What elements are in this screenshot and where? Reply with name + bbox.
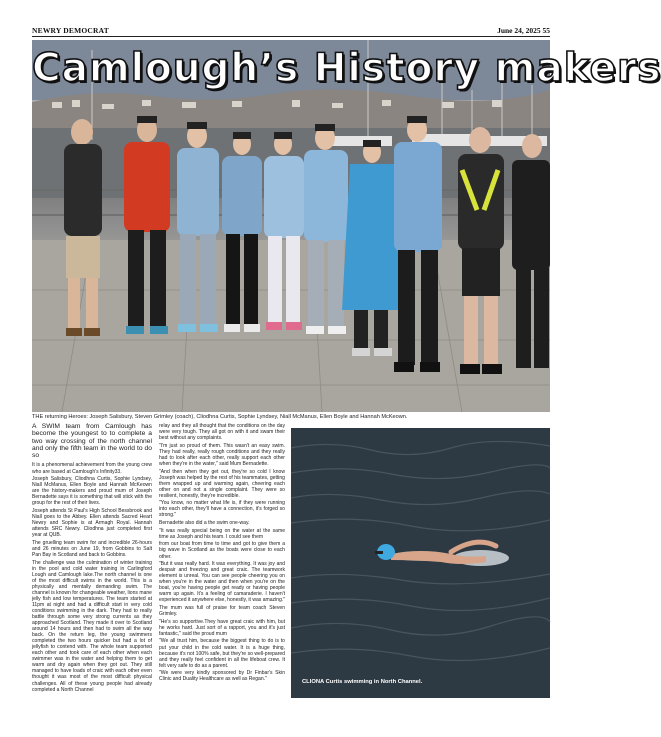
team-photo bbox=[32, 40, 661, 412]
headline: Camlough’s History makers bbox=[32, 46, 661, 91]
paragraph: Joseph Salisbury, Cliodhna Curtis, Sophie Lyndsey, Niall McManus, Ellen Boyle and Hannah McKeown are the history-makers and proud mum of Joseph Bernadette says it is something that will stick with the group for the rest of their lives. bbox=[32, 476, 152, 507]
swimmer-photo bbox=[291, 428, 550, 698]
paragraph: The mum was full of praise for team coach Steven Grimley. bbox=[159, 605, 285, 618]
paragraph: "He's so supportive.They have great craic with him, but he works hard. Just sort of a rapport, you and it's just fantastic," said the proud mum bbox=[159, 618, 285, 637]
paragraph: "It was really special being on the water at the same time as Joseph and his team. I could see them bbox=[159, 527, 285, 540]
inset-caption: CLIONA Curtis swimming in North Channel. bbox=[302, 679, 423, 685]
swimmer-illustration bbox=[291, 428, 550, 698]
date-page-number: June 24, 2025 55 bbox=[497, 26, 550, 35]
photo-caption: THE returning Heroes: Joseph Salisbury, Steven Grimley (coach), Cliodhna Curtis, Sophie Lyndsey, Niall McManus, Ellen Boyle and Hannah McKeown. bbox=[32, 414, 408, 420]
team-photo-illustration bbox=[32, 40, 661, 412]
paragraph: It is a phenomenal achievement from the young crew who are based at Camlough's Infinity33. bbox=[32, 462, 152, 475]
paragraph: The gruelling team swim for and incredible 26-hours and 26 minutes on June 19, from Gobbins to Salt Pan Bay in Scotland and back to Gobbins. bbox=[32, 539, 152, 558]
paragraph: "I'm just so proud of them. This wasn't an easy swim. They had really, really rough conditions and they really had to look after each other, really support each other when they're in the water," said Mum Bernadette. bbox=[159, 442, 285, 467]
paragraph: "But it was really hard. It was everything. It was joy and despair and freezing and great craic. The teamwork element is unreal. You can see people cheering you on when you're in the water and then when you're on the boat, you're having people get ready or having people warm up again. It's a feeling of camaraderie. I haven't experienced it anywhere else, honestly, it was amazing." bbox=[159, 561, 285, 604]
paragraph: "You know, no matter what life is, if they were running into each other, they'll have a connection, it's forged so strong." bbox=[159, 500, 285, 519]
paragraph: Bernadette also did a the swim one-way. bbox=[159, 520, 250, 527]
article-intro: A SWIM team from Camlough has become the youngest to to complete a two way crossing of the north channel and only the fifth team in the world to do so bbox=[32, 423, 152, 460]
article-column-1 bbox=[32, 423, 152, 694]
paragraph: from our boat from time to time and got to give them a big wave in Scotland as the boats were close to each other. bbox=[159, 541, 285, 560]
article-column-2 bbox=[159, 423, 285, 684]
paragraph: The challenge was the culmination of winter training in the pool and cold water training in Carlingford Lough and Camlough lake.The north channel is one of the most difficult swims in the world. This is a physically and mentally demanding swim. The channel is known for changeable weather, lions mane jelly fish and low temperatures. The team started at 11pm at night and had a difficult start in very cold conditions swimming in the dark. They had to really battle through some very strong currents as they approached Scotland. They made it over to Scotland around 14 hours and then had to swim all the way back. On the return leg, the young swimmers completed the two hours quicker but had a lot of jellyfish to contend with. The whole team supported each other and took care of each other when each swimmer was in the water and helping them to get warm and dry again when they got out. They still managed to have loads of craic with each other even thought it was most of the most difficult physical challenges. All of these young people had already completed a North Channel bbox=[32, 559, 152, 693]
paragraph: Joseph attends St Paul's High School Bessbrook and Niall goes to the Abbey. Ellen attends Sacred Heart Newry and Sophie is at Armagh Royal. Hannah attends SRC Newry. Cliodhna just completed first year at QUB. bbox=[32, 508, 152, 539]
masthead bbox=[32, 26, 550, 37]
paragraph: relay and they all thought that the conditions on the day were very tough. They all got on with it and swam their best without any complaints. bbox=[159, 423, 285, 442]
newspaper-name: NEWRY DEMOCRAT bbox=[32, 26, 109, 35]
paragraph: "And then when they get out, they're so cold I know Joseph was helped by the rest of his teammates, getting them wrapped up and warming again, cheering each other on and not a single complaint. They were so resilient, honestly, they're incredible. bbox=[159, 468, 285, 499]
paragraph: "We were very kindly sponsored by Dr Finbar's Skin Clinic and Duality Healthcare as well as Regan." bbox=[159, 670, 285, 683]
paragraph: "We all trust him, because the biggest thing to do is to put your child in the cold water. It is a huge thing, because it's not 100% safe, but they're so well-prepared and they really feel confident in all the lifeboat crew. It felt very safe to do as a parent. bbox=[159, 638, 285, 669]
